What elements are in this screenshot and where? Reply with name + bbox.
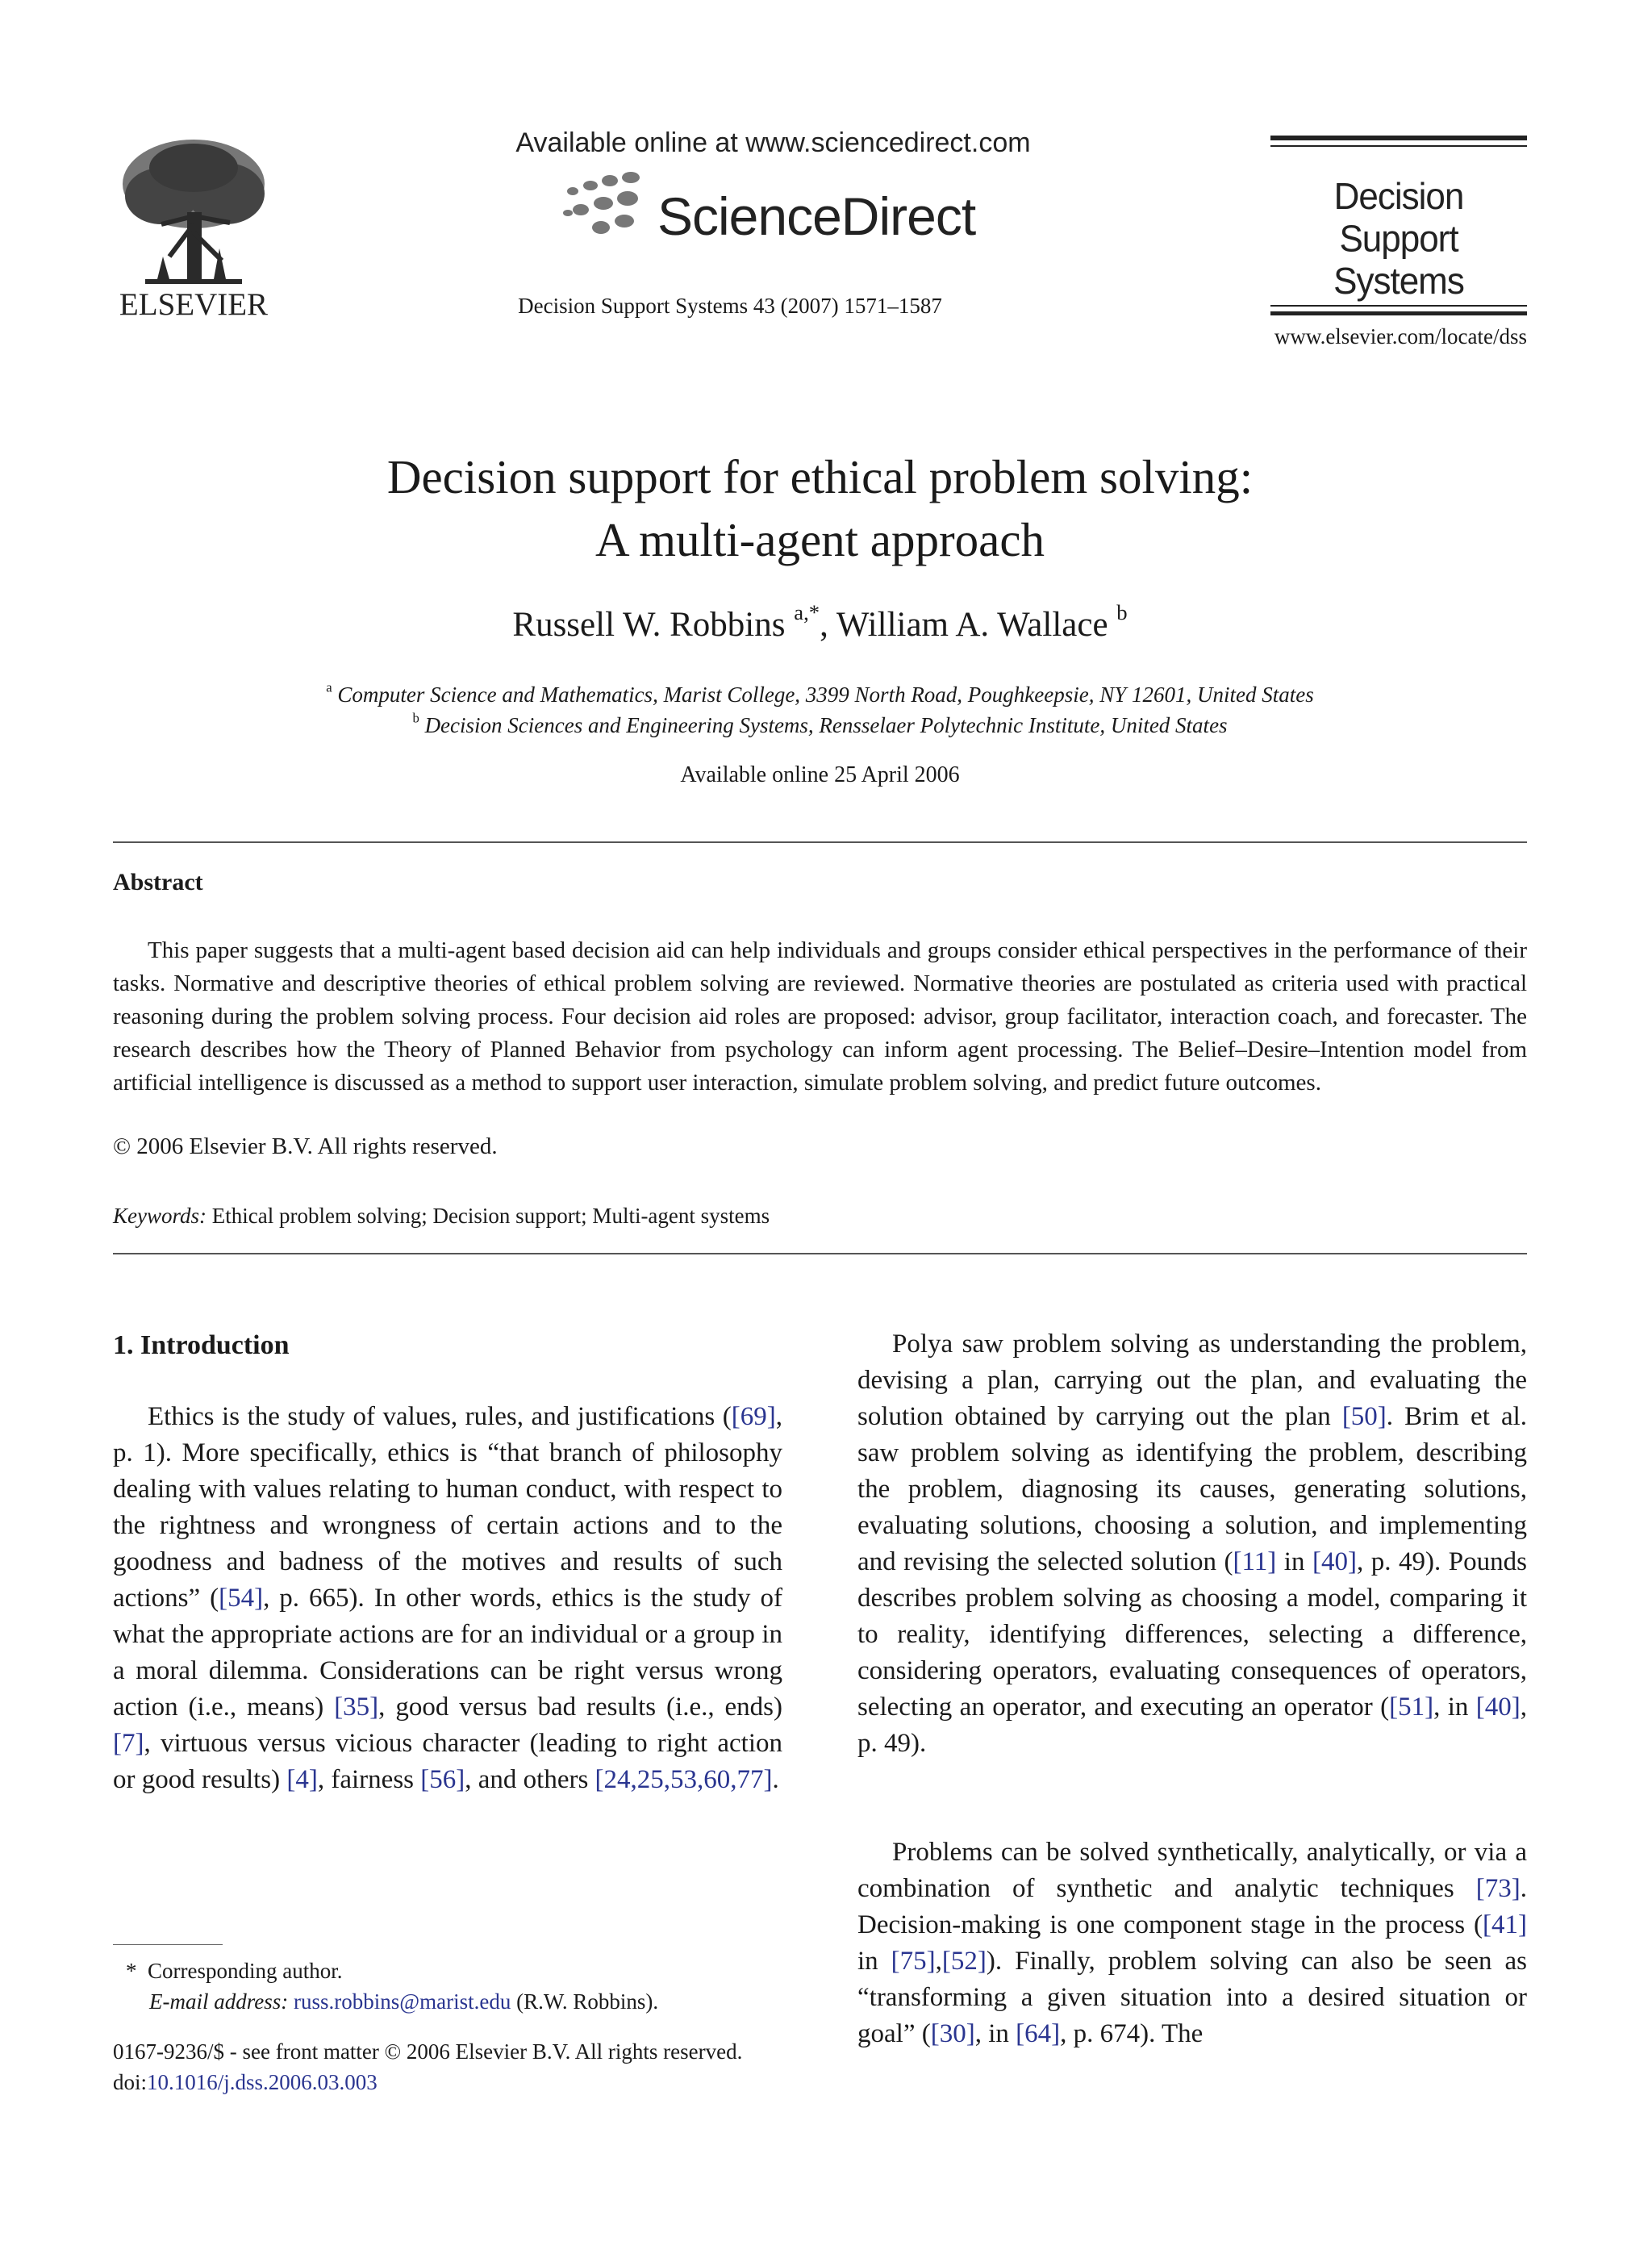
body-text: , fairness <box>317 1765 421 1794</box>
body-text: , virtuous versus vicious character (leading to right action or good results) <box>113 1729 782 1794</box>
body-text: Problems can be solved synthetically, analytically, or via a combination of synthetic and analytic techniques <box>857 1838 1527 1903</box>
journal-reference: Decision Support Systems 43 (2007) 1571–1587 <box>518 294 942 318</box>
citation-link[interactable]: [7] <box>113 1729 144 1758</box>
affiliation-text: Computer Science and Mathematics, Marist College, 3399 North Road, Poughkeepsie, NY 12601, United States <box>337 682 1314 707</box>
keywords-text: Ethical problem solving; Decision support; Multi-agent systems <box>211 1204 770 1228</box>
body-text: in <box>857 1947 891 1976</box>
body-text: . Decision-making is one component stage in the process ( <box>857 1874 1527 1939</box>
citation-link[interactable]: [11] <box>1233 1547 1277 1576</box>
footnote-text: Corresponding author. <box>148 1959 343 1983</box>
sciencedirect-dots-icon <box>557 171 670 244</box>
journal-rule <box>1270 311 1527 315</box>
divider <box>113 841 1527 843</box>
body-paragraph <box>113 1399 782 1798</box>
citation-link[interactable]: [50] <box>1341 1402 1387 1431</box>
footnote-email <box>149 1989 658 2014</box>
available-online-date: Available online 25 April 2006 <box>680 762 960 787</box>
email-owner: (R.W. Robbins). <box>516 1989 659 2014</box>
front-matter: 0167-9236/$ - see front matter © 2006 Elsevier B.V. All rights reserved. <box>113 2039 743 2064</box>
divider <box>113 1253 1527 1254</box>
author-affiliation-mark[interactable]: a,* <box>794 600 820 625</box>
body-text: , in <box>974 2019 1016 2048</box>
body-text: Polya saw problem solving as understanding the problem, devising a plan, carrying out the plan, and evaluating the solution obtained by carrying out the plan <box>857 1329 1527 1431</box>
citation-link[interactable]: [51] <box>1389 1693 1434 1722</box>
footnote-rule <box>113 1944 223 1945</box>
affiliation-mark: a <box>326 679 332 695</box>
body-text: , and others <box>465 1765 595 1794</box>
journal-url[interactable]: www.elsevier.com/locate/dss <box>1274 324 1527 349</box>
body-text: , p. 1). More specifically, ethics is “that branch of philosophy dealing with values relating to human conduct, with respect to the rightness and wrongness of certain actions and to the goodness and badness of the motives and results of such actions” ( <box>113 1402 782 1613</box>
publisher-wordmark: ELSEVIER <box>119 287 269 322</box>
journal-rule <box>1270 145 1527 147</box>
affiliation-text: Decision Sciences and Engineering Systems, Rensselaer Polytechnic Institute, United States <box>424 713 1228 737</box>
body-paragraph <box>857 1326 1527 1762</box>
citation-link[interactable]: [73] <box>1475 1874 1521 1903</box>
body-text: Ethics is the study of values, rules, and justifications ( <box>148 1402 732 1431</box>
sciencedirect-wordmark: ScienceDirect <box>657 186 976 246</box>
affiliation-mark: b <box>412 710 419 726</box>
citation-link[interactable]: [64] <box>1016 2019 1061 2048</box>
footnote-mark: * <box>126 1959 137 1983</box>
email-label: E-mail address: <box>149 1989 289 2014</box>
citation-link[interactable]: [52] <box>941 1947 987 1976</box>
available-online-banner: Available online at www.sciencedirect.com <box>515 127 1031 158</box>
citation-link[interactable]: [69] <box>731 1402 776 1431</box>
title-line-2: A multi-agent approach <box>594 513 1045 566</box>
keywords-label: Keywords: <box>113 1204 206 1228</box>
body-text: , in <box>1433 1693 1476 1722</box>
body-text: in <box>1276 1547 1312 1576</box>
citation-link[interactable]: [75] <box>891 1947 936 1976</box>
doi-prefix: doi: <box>113 2070 148 2094</box>
citation-link[interactable]: [30] <box>930 2019 975 2048</box>
affiliation <box>113 710 1527 738</box>
author-separator: , <box>820 606 836 644</box>
footnote-corresponding <box>126 1959 342 1984</box>
citation-link[interactable]: [4] <box>286 1765 318 1794</box>
author-name: Russell W. Robbins <box>512 606 786 644</box>
abstract-text: This paper suggests that a multi-agent based decision aid can help individuals and groups consider ethical perspectives in the performance of their tasks. Normative and descriptive theories of ethical problem solving are reviewed. Normative theories are postulated as criteria used with practical reasoning during the problem solving process. Four decision aid roles are proposed: advisor, group facilitator, interaction coach, and forecaster. The research describes how the Theory of Planned Behavior from psychology can inform agent processing. The Belief–Desire–Intention model from artificial intelligence is discussed as a method to support user interaction, simulate problem solving, and predict future outcomes. <box>113 937 1527 1096</box>
title-line-1: Decision support for ethical problem solving: <box>386 450 1254 503</box>
email-link[interactable]: russ.robbins@marist.edu <box>293 1989 511 2014</box>
body-text: ). Finally, problem solving can also be seen as “transforming a given situation into a desired situation or goal” ( <box>857 1947 1527 2048</box>
author-affiliation-mark[interactable]: b <box>1116 600 1128 625</box>
doi-link[interactable]: 10.1016/j.dss.2006.03.003 <box>147 2070 378 2094</box>
citation-link[interactable]: [24,25,53,60,77] <box>594 1765 773 1794</box>
doi <box>113 2070 378 2095</box>
citation-link[interactable]: [40] <box>1312 1547 1357 1576</box>
body-paragraph <box>857 1835 1527 2052</box>
abstract-copyright: © 2006 Elsevier B.V. All rights reserved. <box>113 1133 498 1159</box>
body-text: . <box>772 1765 779 1794</box>
citation-link[interactable]: [40] <box>1475 1693 1521 1722</box>
body-text: . Brim et al. saw problem solving as identifying the problem, describing the problem, diagnosing its causes, generating solutions, evaluating solutions, choosing a solution, and implementing and revising the selected solution ( <box>857 1402 1528 1576</box>
citation-link[interactable]: [35] <box>334 1693 379 1722</box>
citation-link[interactable]: [54] <box>219 1584 264 1613</box>
body-text: , p. 49). Pounds describes problem solving as choosing a model, comparing it to reality, identifying differences, selecting a difference, considering operators, evaluating consequences of operators, selecting an operator, and executing an operator ( <box>857 1547 1527 1722</box>
journal-rule <box>1270 136 1527 140</box>
section-heading: 1. Introduction <box>113 1330 290 1360</box>
citation-link[interactable]: [56] <box>420 1765 465 1794</box>
keywords <box>113 1204 770 1229</box>
journal-rule <box>1270 305 1527 307</box>
abstract-heading: Abstract <box>113 869 203 895</box>
body-text: , p. 674). The <box>1060 2019 1204 2048</box>
affiliation <box>113 679 1527 708</box>
body-text: , p. 49). <box>857 1693 1528 1758</box>
citation-link[interactable]: [41] <box>1483 1910 1527 1939</box>
body-text: , good versus bad results (i.e., ends) <box>378 1693 782 1722</box>
journal-title: Decision Support Systems <box>1333 176 1464 303</box>
author-name: William A. Wallace <box>836 606 1108 644</box>
body-text: , p. 665). In other words, ethics is the study of what the appropriate actions are for an individual or a group in a moral dilemma. Considerations can be right versus wrong action (i.e., means) <box>113 1584 782 1722</box>
body-text: , <box>935 1947 942 1976</box>
author-list <box>113 600 1527 645</box>
paper-title <box>113 445 1527 571</box>
